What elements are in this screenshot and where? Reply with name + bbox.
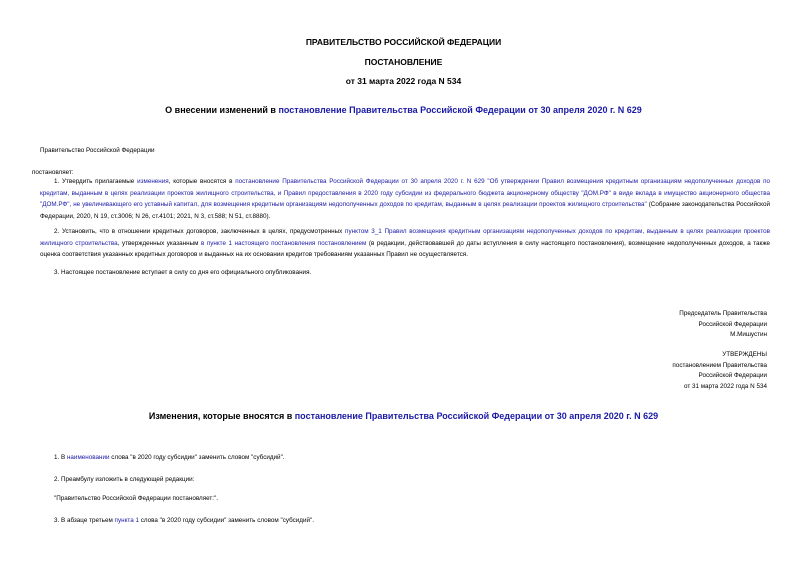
paragraph-1-text-a: 1. Утвердить прилагаемые [54,178,138,185]
change-2: 2. Преамбулу изложить в следующей редакции: [54,476,195,483]
approval-line-2: постановлением Правительства [672,361,767,369]
point-1-link[interactable]: в пункте 1 настоящего постановления постановлением [200,239,367,247]
document-date-number: от 31 марта 2022 года N 534 [345,76,462,86]
approval-line-4: от 31 марта 2022 года N 534 [683,382,767,390]
approval-block [672,350,767,392]
change-1-text-b: слова "в 2020 году субсидии" заменить словом "субсидий". [109,454,285,461]
approval-line-3: Российской Федерации [698,372,767,380]
paragraph-2-text-a: 2. Установить, что в отношении кредитных договоров, заключенных в целях, предусмотренных [54,228,346,235]
change-3 [54,515,784,527]
document-title-prefix: О внесении изменений в [165,105,279,115]
intro-text: Правительство Российской Федерации [40,147,155,154]
government-heading: ПРАВИТЕЛЬСТВО РОССИЙСКОЙ ФЕДЕРАЦИИ [305,37,502,47]
changes-title-link[interactable]: постановление Правительства Российской Федерации от 30 апреля 2020 г. N 629 [294,411,659,421]
changes-title [0,411,807,421]
document-type: ПОСТАНОВЛЕНИЕ [364,57,443,67]
signature-name: М.Мишустин [730,331,767,339]
decrees-text: постановляет: [32,169,74,176]
paragraph-1-text-b: , которые вносятся в [168,178,236,185]
signature-title: Председатель Правительства [679,310,767,317]
change-3-text-b: слова "в 2020 году субсидии" заменить словом "субсидий". [138,517,314,524]
paragraph-2 [40,226,770,261]
document-title-link[interactable]: постановление Правительства Российской Федерации от 30 апреля 2020 г. N 629 [278,105,642,115]
paragraph-1 [40,176,770,222]
paragraph-2-text-b: , утвержденных указанным [117,239,201,247]
rules-point-3-1-link[interactable]: пунктом 3_1 Правил возмещения кредитным организациям недополученных доходов по кредитам, выданным в целях реализации проектов жилищного строительства [40,228,770,247]
change-3-text-a: 3. В абзаце третьем [54,517,115,524]
approval-line-1: УТВЕРЖДЕНЫ [722,351,767,358]
changes-title-prefix: Изменения, которые вносятся в [148,411,295,421]
signature-block [679,309,767,341]
paragraph-3: 3. Настоящее постановление вступает в силу со дня его официального опубликования. [54,269,312,276]
point-1-paragraph-link[interactable]: пункта 1 [114,517,139,524]
paragraph-2-text-c: (в редакции, действовавшей до даты вступления в силу настоящего постановления), возмещение недополученных доходов, а также оценка соответствия указанных кредитных договоров и выданных на их основании кредитов требованиям указанных Правил не осуществляется. [40,239,771,258]
document-title [0,105,807,115]
changes-link[interactable]: изменения [137,178,169,185]
signature-country: Российской Федерации [698,320,767,328]
change-2-quote: "Правительство Российской Федерации постановляет:". [54,495,219,502]
change-1-text-a: 1. В [54,454,67,461]
paragraph-1-text-c: (Собрание законодательства Российской Федерации, 2020, N 19, ст.3006; N 26, ст.4101; 2021, N 3, ст.588; N 51, ст.8880). [40,201,771,220]
decree-629-link[interactable]: постановление Правительства Российской Федерации от 30 апреля 2020 г. N 629 "Об утверждении Правил возмещения кредитным организациям недополученных доходов по кредитам, выданным в целях реализации проектов жилищного строительства, и Правил предоставления в 2020 году субсидии из федерального бюджета акционерному обществу "ДОМ.РФ" в виде вклада в имущество акционерного общества "ДОМ.РФ", не увеличивающего его уставный капитал, для возмещения кредитным организациям недополученных доходов по кредитам, выданным в целях реализации проектов жилищного строительства" [40,178,770,208]
change-1 [54,452,784,464]
naming-link[interactable]: наименовании [66,454,110,461]
